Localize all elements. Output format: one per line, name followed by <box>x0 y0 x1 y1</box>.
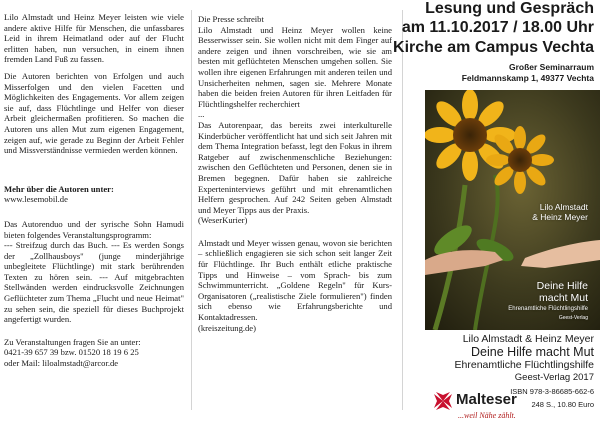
cover-subtitle: Ehrenamtliche Flüchtlingshilfe <box>508 306 588 312</box>
event-address: Feldmannskamp 1, 49377 Vechta <box>461 73 594 83</box>
contact-phone: 0421-39 657 39 bzw. 01520 18 19 6 25 <box>4 347 139 358</box>
book-pages-price: 248 S., 10.80 Euro <box>531 400 594 409</box>
left-column <box>4 0 184 369</box>
cover-publisher: Geest-Verlag <box>558 315 588 321</box>
book-cover-image <box>425 90 600 330</box>
middle-column <box>198 0 392 333</box>
book-publisher: Geest-Verlag 2017 <box>514 372 594 383</box>
book-isbn: ISBN 978-3-86685-662-6 <box>510 387 594 396</box>
event-date: am 11.10.2017 / 18.00 Uhr <box>401 19 594 36</box>
column-divider <box>402 10 403 410</box>
malteser-name: Malteser <box>456 391 517 408</box>
press-quote-1: Lilo Almstadt und Heinz Meyer wollen keine Besserwisser sein. Sie wollen nicht mit dem Finger auf andere zeigen und ihnen vorschreiben, wie sie am besten mit geflüchteten Menschen umgehen sollen. Sie wollen ihre eigenen Erfahrungen mit anderen teilen und Unsicherheiten nehmen, sagen sie. Mehrere Monate haben die beiden freien Autoren für ihren Leitfaden für Flüchtlingshelfer recherchiert <box>198 24 392 109</box>
more-info-url[interactable]: www.lesemobil.de <box>4 194 68 205</box>
contact-mail[interactable]: oder Mail: liloalmstadt@arcor.de <box>4 358 119 369</box>
cover-authors-line-2: & Heinz Meyer <box>532 212 588 222</box>
press-source-1: (WeserKurier) <box>198 215 248 226</box>
book-authors: Lilo Almstadt & Heinz Meyer <box>462 333 594 345</box>
cover-title-line-1: Deine Hilfe <box>536 280 588 292</box>
book-subtitle: Ehrenamtliche Flüchtlingshilfe <box>454 359 594 371</box>
press-ellipsis: ... <box>198 109 205 120</box>
contact-intro: Zu Veranstaltungen fragen Sie an unter: <box>4 336 141 347</box>
event-heading: Lesung und Gespräch <box>425 0 594 17</box>
column-divider <box>191 10 192 410</box>
program-description: --- Streifzug durch das Buch. --- Es werden Songs der „Zollhausboys" (junge minderjährige unbegleitete Flüchtlinge) mit stark berührenden Texten zu hören sein. --- Auf mitgebrachten Stellwänden werden eindrucksvolle Zeichnungen Geflüchteter zum Thema „Flucht und neue Heimat" zu sehen sein, die speziell für dieses Buchprojekt angefertigt wurden. <box>4 240 184 325</box>
malteser-slogan: ...weil Nähe zählt. <box>458 411 516 420</box>
cover-authors-line-1: Lilo Almstadt <box>539 202 588 212</box>
program-intro: Das Autorenduo und der syrische Sohn Hamudi bieten folgendes Veranstaltungsprogramm: <box>4 218 184 240</box>
cover-title-line-2: macht Mut <box>538 292 588 304</box>
press-quote-2: Das Autorenpaar, das bereits zwei interkulturelle Kinderbücher veröffentlicht hat und sich seit Jahren mit dem Thema Integration befasst, legt den Fokus in ihrem Ratgeber auf zwischenmenschliche Beziehungen: zwischen den Geflüchteten und Personen, denen sie in Bremen begegnen. Dafür haben sie zahlreiche Experteninterviews geführt und mit ehrenamtlichen Helfern gesprochen. Auf 242 Seiten geben Almstadt und Meyer Tipps aus der Praxis. <box>198 119 392 215</box>
press-quote-3: Almstadt und Meyer wissen genau, wovon sie berichten – schließlich engagieren sie sich schon seit langer Zeit für Flüchtlinge. Ihr Buch enthält etliche praktische Tipps und Hinweise – vom Sprach- bis zum Schwimmunterricht. „Goldene Regeln" für Kurs-Organisatoren („realistische Ziele formulieren") finden sich ebenso wie Erfahrungsberichte und Kontaktadressen. <box>198 237 392 323</box>
malteser-logo <box>432 388 522 423</box>
event-venue: Kirche am Campus Vechta <box>393 39 594 56</box>
event-room: Großer Seminarraum <box>508 62 594 72</box>
intro-paragraph: Lilo Almstadt und Heinz Meyer leisten wie viele andere aktive Hilfe für Menschen, die unfassbares Leid in ihrem Heimatland oder auf der Flucht erlitten haben, nun versuchen, in einem ihnen fremden Land Fuß zu fassen. <box>4 12 184 65</box>
press-source-2: (kreiszeitung.de) <box>198 322 256 333</box>
maltese-cross-icon <box>432 390 454 412</box>
more-info-heading: Mehr über die Autoren unter: <box>4 183 114 194</box>
authors-paragraph: Die Autoren berichten von Erfolgen und auch Misserfolgen und den vielen Facetten und Möglichkeiten des Engagements. Vor allem zeigen sie auf, dass Flüchtlinge und Helfer von dieser Arbeit gleichermaßen profitieren. So machen die Autoren uns allen Mut zum eigenen Engagement, zeigen auf, wie gerade zu Beginn der Arbeit Fehler und Missverständnisse vermieden werden können. <box>4 70 184 156</box>
book-title: Deine Hilfe macht Mut <box>471 345 594 359</box>
press-intro: Die Presse schreibt <box>198 14 264 24</box>
